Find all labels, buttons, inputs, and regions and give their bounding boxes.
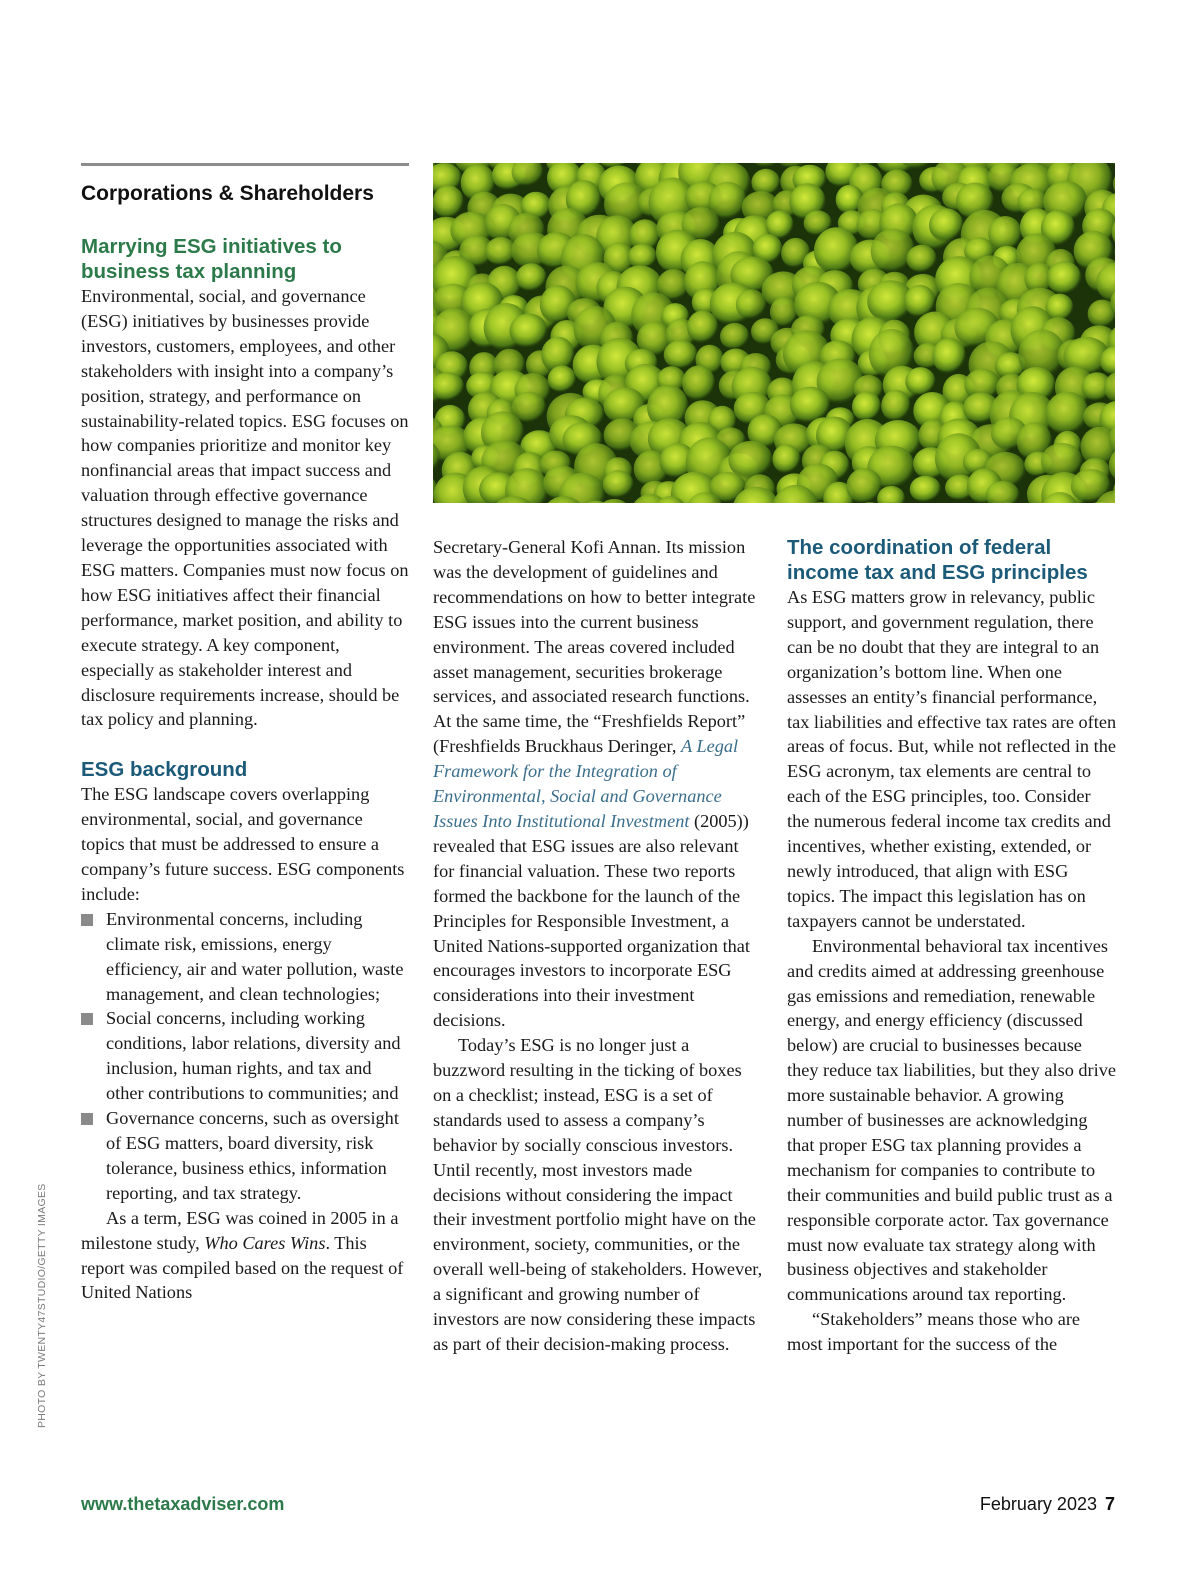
stakeholders-paragraph: “Stakeholders” means those who are most important for the success of the: [787, 1309, 1081, 1355]
todays-esg-paragraph: Today’s ESG is no longer just a buzzword resulting in the ticking of boxes on a checklist; instead, ESG is a set of standards used to assess a company’s behavior by socially conscious investors. Until recently, most investors made decisions without considering the impact their investment portfolio might have on the environment, society, communities, or the overall well-being of stakeholders. However, a significant and growing number of investors are now considering these impacts as part of their decision-making process.: [433, 1035, 763, 1354]
section-label: Corporations & Shareholders: [81, 182, 374, 205]
column-1: [81, 234, 409, 1305]
footer-url[interactable]: www.thetaxadviser.com: [81, 1494, 285, 1514]
coordination-heading: The coordination of federal income tax and ESG principles: [787, 536, 1088, 584]
intro-paragraph: Environmental, social, and governance (ESG) initiatives by businesses provide investors, customers, employees, and other stakeholders with insight into a company’s position, strategy, and performance on sustainability-related topics. ESG focuses on how companies prioritize and monitor key nonfinancial areas that impact success and valuation through effective governance structures designed to manage the risks and leverage the opportunities associated with ESG matters. Companies must now focus on how ESG initiatives affect their financial performance, market position, and ability to execute strategy. A key component, especially as stakeholder interest and disclosure requirements increase, should be tax policy and planning.: [81, 286, 409, 730]
incentives-paragraph: Environmental behavioral tax incentives and credits aimed at addressing greenhouse gas emissions and remediation, renewable energy, and energy efficiency (discussed below) are crucial to businesses because they reduce tax liabilities, but they also drive more sustainable behavior. A growing number of businesses are acknowledging that proper ESG tax planning provides a mechanism for companies to contribute to their communities and build public trust as a responsible corporate actor. Tax governance must now evaluate tax strategy along with business objectives and stakeholder communications around tax reporting.: [787, 935, 1116, 1305]
column-3: [787, 535, 1117, 1357]
photo-credit: PHOTO BY TWENTY47STUDIO/GETTY IMAGES: [36, 1183, 48, 1428]
list-item: Governance concerns, such as oversight of ESG matters, board diversity, risk tolerance, business ethics, information reporting, and tax strategy.: [81, 1106, 409, 1206]
column-2: [433, 535, 763, 1357]
freshfields-report-link[interactable]: A Legal Framework for the Integration of Environmental, Social and Governance Issues Into Institutional Investment: [433, 736, 739, 831]
mission-paragraph: Secretary-General Kofi Annan. Its mission was the development of guidelines and recommendations on how to better integrate ESG issues into the current business environment. The areas covered included asset management, securities brokerage services, and associated research functions. At the same time, the “Freshfields Report” (Freshfields Bruckhaus Deringer, A Legal Framework for the Integration of Environmental, Social and Governance Issues Into Institutional Investment (2005)) revealed that ESG issues are also relevant for financial valuation. These two reports formed the backbone for the launch of the Principles for Responsible Investment, a United Nations-supported organization that encourages investors to incorporate ESG considerations into their investment decisions.: [433, 537, 756, 1031]
article-title: Marrying ESG initiatives to business tax planning: [81, 235, 342, 283]
background-heading: ESG background: [81, 758, 248, 782]
background-paragraph: The ESG landscape covers overlapping environmental, social, and governance topics that must be addressed to ensure a company’s future success. ESG components include:: [81, 784, 405, 904]
esg-term-paragraph: As a term, ESG was coined in 2005 in a milestone study, Who Cares Wins. This report was compiled based on the request of United Nations: [81, 1207, 404, 1303]
list-item: Social concerns, including working conditions, labor relations, diversity and inclusion, human rights, and tax and other contributions to communities; and: [81, 1006, 409, 1106]
section-rule: [81, 163, 409, 166]
study-title: Who Cares Wins: [204, 1232, 326, 1253]
forest-photo: [433, 163, 1115, 503]
page-number: 7: [1104, 1494, 1115, 1514]
footer-date-page: [980, 1494, 1115, 1515]
coordination-paragraph: As ESG matters grow in relevancy, public support, and government regulation, there can be no doubt that they are integral to an organization’s bottom line. When one assesses an entity’s financial performance, tax liabilities and effective tax rates are often areas of focus. But, while not reflected in the ESG acronym, tax elements are central to each of the ESG principles, too. Consider the numerous federal income tax credits and incentives, whether existing, extended, or newly introduced, that align with ESG topics. The impact this legislation has on taxpayers cannot be understated.: [787, 587, 1117, 931]
footer-date: February 2023: [979, 1494, 1097, 1514]
list-item: Environmental concerns, including climate risk, emissions, energy efficiency, air and water pollution, waste management, and clean technologies;: [81, 907, 409, 1007]
esg-components-list: [81, 907, 409, 1206]
